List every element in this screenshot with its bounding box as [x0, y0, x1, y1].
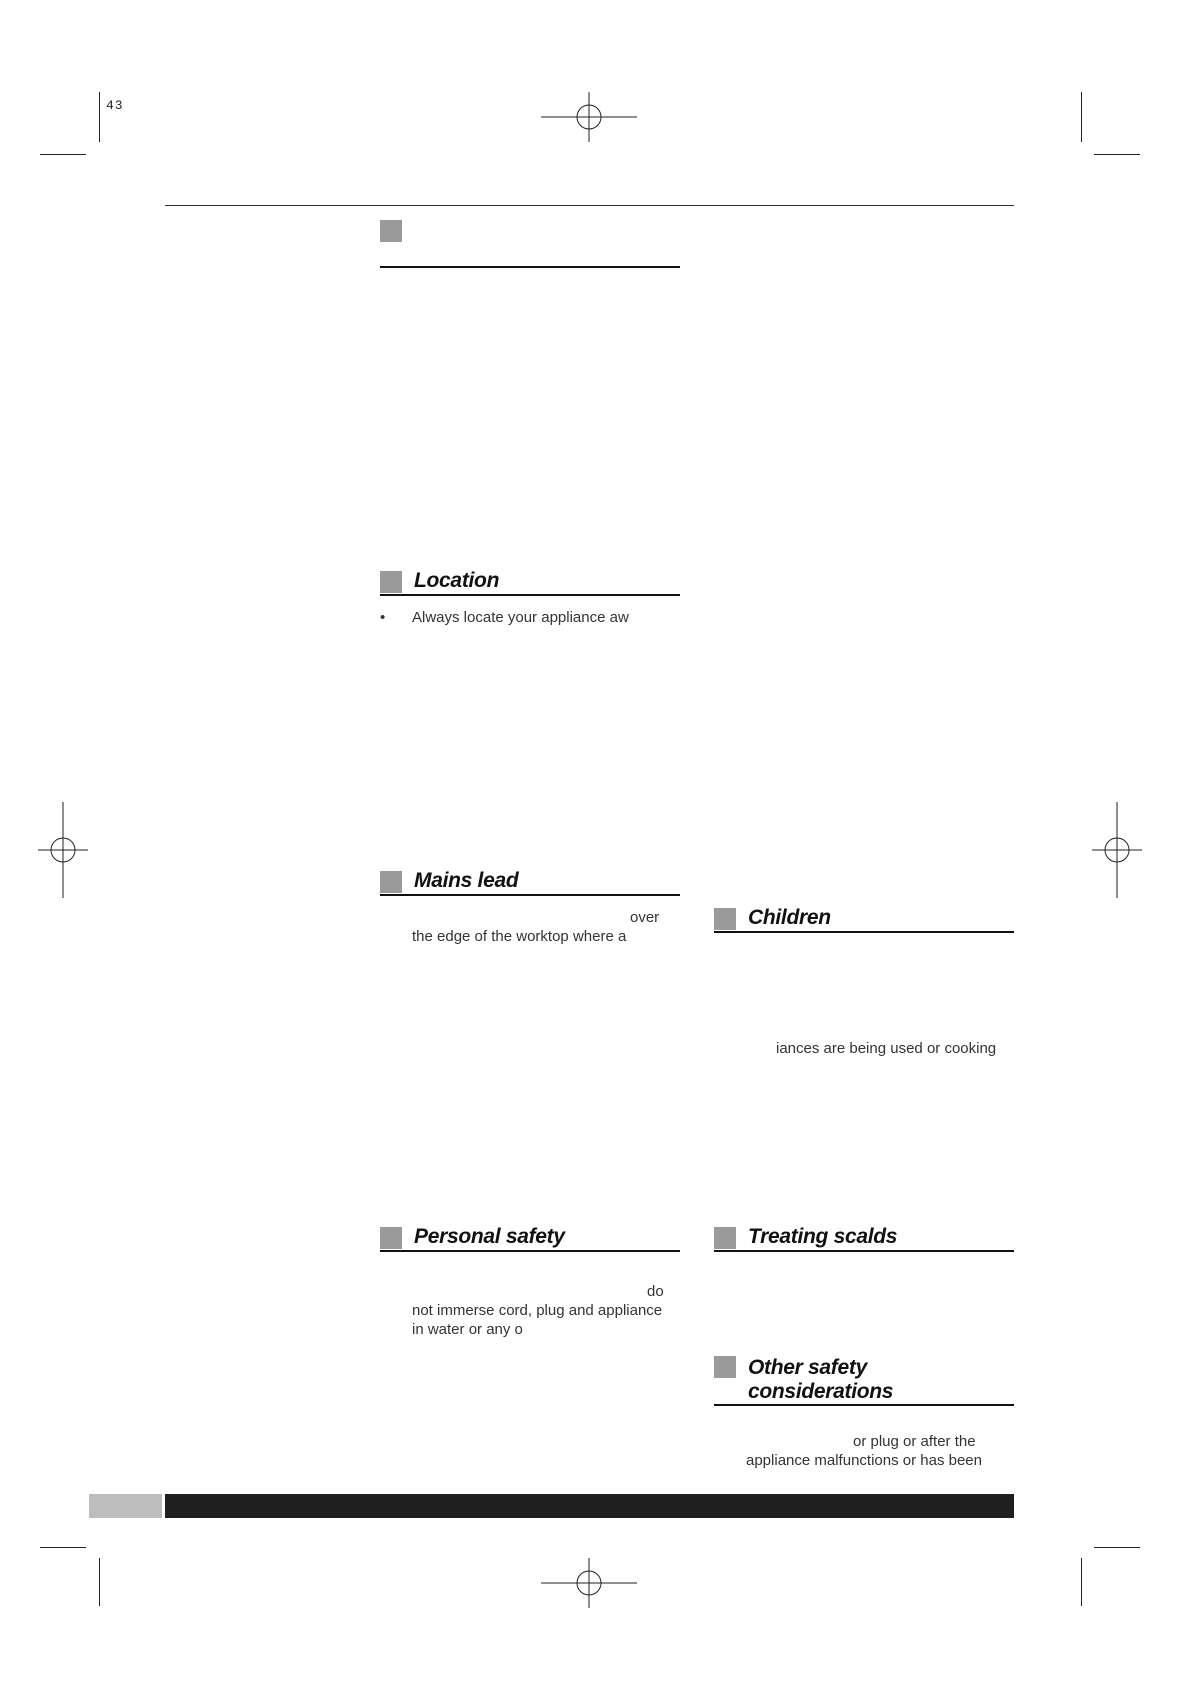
- section-heading-mains-lead: [380, 866, 680, 896]
- heading-title-children: Children: [748, 906, 831, 929]
- section-heading-other-safety: [714, 1354, 1014, 1406]
- footer-bar-dark: [165, 1494, 1014, 1518]
- section-heading-children: [714, 903, 1014, 933]
- crop-mark-bottom-left-vertical: [99, 1558, 100, 1606]
- crop-mark-bottom-right-horizontal: [1094, 1547, 1140, 1548]
- crop-mark-top-left-vertical: [99, 92, 100, 142]
- other-safety-text-line-1: or plug or after the: [853, 1433, 976, 1450]
- heading-title-treating-scalds: Treating scalds: [748, 1225, 898, 1248]
- header-rule: [165, 205, 1014, 206]
- heading-title-personal-safety: Personal safety: [414, 1225, 565, 1248]
- section-heading-treating-scalds: [714, 1222, 1014, 1252]
- registration-mark-top-icon: [541, 92, 637, 142]
- page-number: 43: [106, 98, 124, 113]
- registration-mark-left-icon: [38, 802, 88, 898]
- personal-safety-text-line-1: do: [647, 1283, 664, 1300]
- crop-mark-top-right-horizontal: [1094, 154, 1140, 155]
- section-heading-location: [380, 566, 680, 596]
- heading-marker-square: [714, 1227, 736, 1249]
- crop-mark-bottom-left-horizontal: [40, 1547, 86, 1548]
- heading-marker-square: [714, 1356, 736, 1378]
- section-heading-blank: [380, 218, 680, 268]
- crop-mark-bottom-right-vertical: [1081, 1558, 1082, 1606]
- heading-marker-square: [714, 908, 736, 930]
- heading-marker-square: [380, 220, 402, 242]
- personal-safety-text-line-2: not immerse cord, plug and appliance: [412, 1302, 663, 1319]
- children-text-line: iances are being used or cooking: [776, 1040, 997, 1057]
- location-text-line: Always locate your appliance aw: [412, 609, 629, 626]
- heading-marker-square: [380, 571, 402, 593]
- heading-title-other-safety-line-1: Other safety: [748, 1356, 867, 1379]
- crop-mark-top-left-horizontal: [40, 154, 86, 155]
- registration-mark-right-icon: [1092, 802, 1142, 898]
- mains-lead-text-line-1: over: [630, 909, 660, 926]
- other-safety-text-line-2: appliance malfunctions or has been: [746, 1452, 982, 1469]
- heading-title-mains-lead: Mains lead: [414, 869, 519, 892]
- registration-mark-bottom-icon: [541, 1558, 637, 1608]
- heading-title-location: Location: [414, 569, 500, 592]
- section-heading-personal-safety: [380, 1222, 680, 1252]
- footer-bar-grey: [89, 1494, 162, 1518]
- heading-title-other-safety-line-2: considerations: [748, 1380, 894, 1403]
- mains-lead-text-line-2: the edge of the worktop where a: [412, 928, 627, 945]
- bullet: •: [380, 609, 386, 626]
- heading-marker-square: [380, 1227, 402, 1249]
- crop-mark-top-right-vertical: [1081, 92, 1082, 142]
- heading-marker-square: [380, 871, 402, 893]
- personal-safety-text-line-3: in water or any o: [412, 1321, 523, 1338]
